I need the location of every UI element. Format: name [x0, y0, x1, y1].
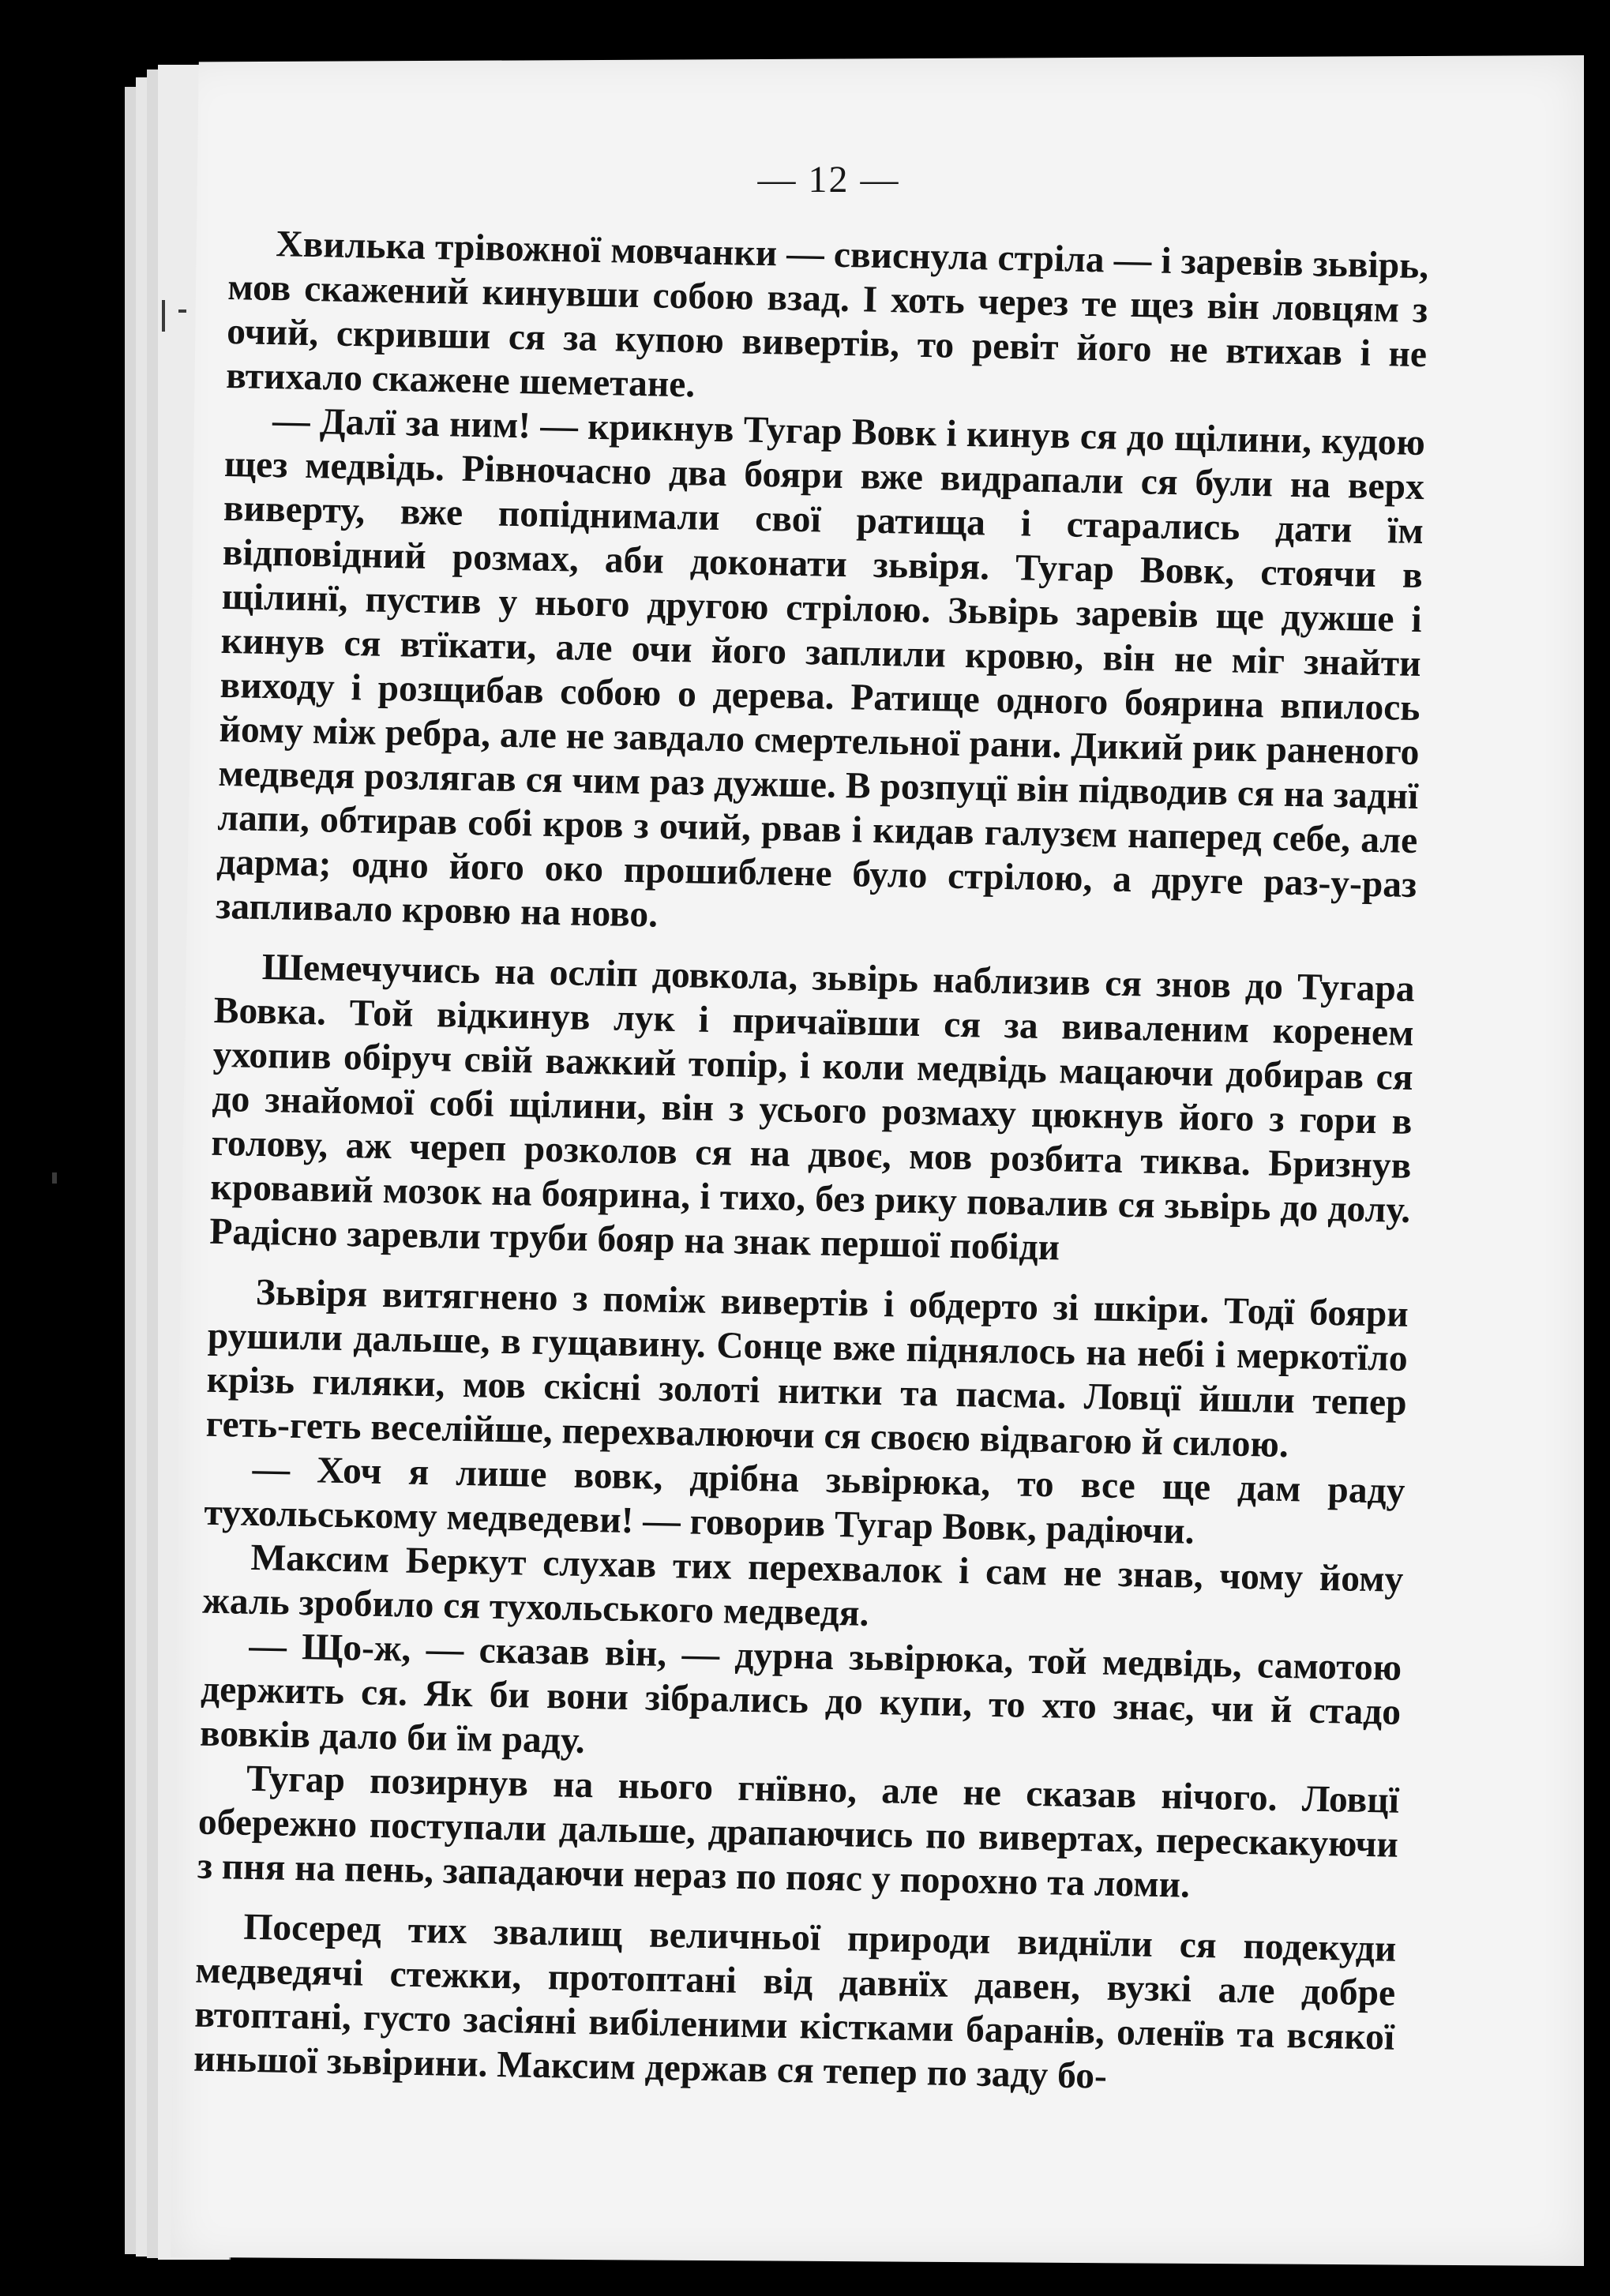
paragraph: Шемечучись на осліп довкола, зьвірь наблизив ся знов до Тугара Вовка. Той відкинув лук і причаївши ся за виваленим коренем ухопив обіруч свій важкий топір, і коли медвідь мацаючи добирав ся до знайомої собі щілини, він з усього розмаху цюкнув його з гори в голову, аж череп розколов ся на двоє, мов розбита тиква. Бризнув кровавий мозок на боярина, і тихо, без рику повалив ся зьвірь до долу. Радісно заревли труби бояр на знак першої побіди — [208, 946, 1416, 1269]
margin-mark — [52, 1172, 57, 1184]
paragraph: Максим Беркут слухав тих перехвалок і сам не знав, чому йому жаль зробило ся тухольського медведя. — [201, 1536, 1404, 1634]
margin-mark — [162, 300, 165, 332]
page-number: — 12 — — [757, 159, 900, 201]
paragraph: — Хоч я лише вовк, дрібна зьвірюка, то все ще дам раду тухольському медведеви! — говорив Тугар Вовк, радіючи. — [204, 1448, 1405, 1552]
paragraph: — Що-ж, — сказав він, — дурна зьвірюка, той медвідь, самотою держить ся. Як би вони зібрались до купи, то хто знає, чи й стадо вовків дало би їм раду. — [199, 1625, 1402, 1762]
paragraph: Посеред тих звалищ величньої природи виднїли ся подекуди медведячі стежки, протоптані від давнїх давен, вузкі але добре втоптані, густо засіяні вибіленими кістками баранів, оленїв та всякої иньшої зьвірини. Максим держав ся тепер по заду бо- — [193, 1906, 1397, 2097]
paragraph: Хвилька трівожної мовчанки — свиснула стріла — і заревів зьвірь, мов скажений кинувши собою взад. І хоть через те щез він ловцям з очий, скривши ся за купою вивертів, то ревіт його не втихав і не втихало скажене шеметане. — [225, 223, 1429, 406]
paragraph: — Далї за ним! — крикнув Тугар Вовк і кинув ся до щілини, кудою щез медвідь. Рівночасно два бояри вже видрапали ся були на верх виверту, вже попіднимали свої ратища і старались дати їм відповідний розмах, аби доконати зьвіря. Тугар Вовк, стоячи в щілинї, пустив у нього другою стрілою. Зьвірь заревів ще дужше і кинув ся втїкати, але очи його заплили кровю, він не міг знайти виходу і розщибав собою о дерева. Ратище одного боярина впилось йому між ребра, але не завдало смертельної рани. Дикий рик раненого медведя розлягав ся чим раз дужше. В розпуцї він підводив ся на заднї лапи, обтирав собі кров з очий, рвав і кидав галузєм наперед себе, але дарма; одно його око прошиблене було стрілою, а друге раз-у-раз запливало кровю на ново. — [215, 400, 1426, 936]
paragraph: Зьвіря витягнено з поміж вивертів і обдерто зі шкіри. Тодї бояри рушили дальше, в гущавину. Сонце вже піднялось на небі і меркотїло крізь гиляки, мов скісні золоті нитки та пасма. Ловцї йшли тепер геть-геть веселійше, перехвалюючи ся своєю відвагою й силою. — [205, 1271, 1409, 1466]
margin-mark — [178, 310, 186, 313]
body-text — [193, 221, 1429, 2104]
paragraph: Тугар позирнув на нього гнївно, але не сказав нічого. Ловцї обережно поступали дальше, драпаючись по вивертах, перескакуючи з пня на пень, западаючи нераз по пояс у порохно та ломи. — [197, 1758, 1400, 1906]
